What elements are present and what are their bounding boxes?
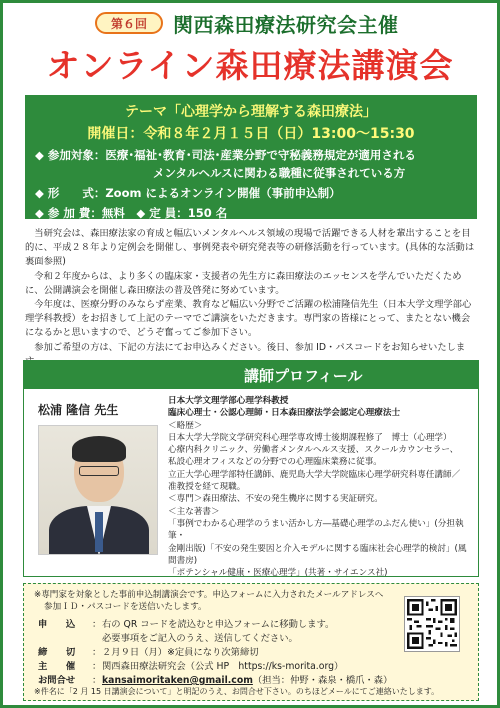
speaker-bio: [168, 395, 472, 579]
application-intro: [34, 589, 383, 613]
apply-value: 必要事項をご記入のうえ、送信してください。: [102, 633, 298, 644]
intro-paragraph-1: 当研究会は、森田療法家の育成と幅広いメンタルヘルス領域の現場で活躍できる人材を輩出することを目的に、平成２８年より定例会を開催し、事例発表や研究発表等の研修活動を行っています。(具体的な活動は裏面参照): [25, 228, 475, 268]
organizer-row: 主 催 ：関西森田療法研究会（公式 HP https://ks-morita.org）: [38, 658, 343, 672]
bio-line: ＜専門＞森田療法、不安の発生機序に関する実証研究。: [168, 494, 383, 505]
intro-paragraph-2: 令和２年度からは、より多くの臨床家・支援者の先生方に森田療法のエッセンスを学んでいただくために、公開講演会を開催し森田療法の普及啓発に努めています。: [25, 270, 462, 296]
apply-row: [38, 630, 298, 644]
bio-line: 私設心理オフィスなどの分野での心理臨床業務に従事。: [168, 457, 382, 468]
main-title: オンライン森田療法講演会: [46, 46, 454, 85]
application-intro-line-1: ※専門家を対象とした事前申込制講演会です。申込フォームに入力されたメールアドレスへ: [34, 590, 384, 600]
intro-paragraph-3: 今年度は、医療分野のみならず産業、教育など幅広い分野でご活躍の松浦隆信先生（日本大学文理学部心理学科教授）をお招きして上記のテーマでご講演をいただきます。専門家の皆様にとって、またとない機会になるかと思いますので、どうぞ奮ってご参加下さい。: [25, 299, 472, 339]
contact-email-link[interactable]: kansaimoritaken@gmail.com: [102, 675, 253, 686]
speaker-name: 松浦 隆信 先生: [38, 403, 119, 417]
apply-label: 申 込: [38, 619, 76, 630]
bio-line: 准教授を経て現職。: [168, 482, 246, 493]
inquiry-note: ※件名に「2 月 15 日講演会について」と明記のうえ、お問合せ下さい。のちほどメールにてご連絡いたします。: [34, 687, 440, 696]
target-line-2: メンタルヘルスに関わる職種に従事されている方: [153, 166, 406, 180]
speaker-photo: [38, 425, 158, 555]
organizer-value[interactable]: 関西森田療法研究会（公式 HP https://ks-morita.org）: [102, 661, 344, 672]
theme-title: テーマ「心理学から理解する森田療法」: [125, 104, 377, 120]
bio-line: 心療内科クリニック、労働者メンタルヘルス支援、スクールカウンセラー、: [168, 445, 459, 456]
organizer-label: 主 催: [38, 661, 76, 672]
speaker-affiliation-2: 臨床心理士・公認心理師・日本森田療法学会認定心理療法士: [168, 408, 401, 419]
session-badge: 第６回: [95, 12, 163, 34]
target-line-1: ◆ 参加対象：医療･福祉･教育･司法･産業分野で守秘義務規定が適用される: [35, 148, 416, 162]
bio-line: ＜主な著書＞: [168, 506, 220, 517]
header: [3, 3, 497, 91]
host-title: 関西森田療法研究会主催: [173, 13, 399, 37]
bio-line: ＜略歴＞: [168, 420, 203, 431]
speaker-heading: 講師プロフィール: [24, 361, 478, 389]
application-box: [23, 583, 479, 701]
apply-row: 申 込 ：右の QR コードを読込むと申込フォームに移動します。: [38, 616, 334, 630]
fee-line: ◆ 参 加 費：無料 ◆ 定 員：150 名: [35, 206, 228, 220]
bio-line: 立正大学心理学部特任講師、鹿児島大学大学院臨床心理学研究科専任講師／: [168, 469, 461, 480]
deadline-row: 締 切 ：２月９日（月）※定員になり次第締切: [38, 644, 259, 658]
deadline-label: 締 切: [38, 647, 76, 658]
speaker-affiliation-1: 日本大学文理学部心理学科教授: [168, 396, 289, 406]
bio-line: 「ポテンシャル健康・医療心理学」(共著・サイエンス社): [168, 568, 388, 579]
bio-line: 「事例でわかる心理学のうまい活かし方―基礎心理学のふだん使い」(分担執筆・: [168, 518, 464, 542]
format-line: ◆ 形 式：Zoom によるオンライン開催（事前申込制）: [35, 186, 341, 200]
application-intro-line-2: 参加ＩＤ・パスコードを送信いたします。: [44, 602, 207, 612]
speaker-profile: [23, 360, 479, 577]
deadline-value: ２月９日（月）※定員になり次第締切: [102, 647, 259, 658]
contact-label: お問合せ: [38, 675, 76, 686]
bio-line: 金剛出版)「不安の発生要因と介入モデルに関する臨床社会心理学的検討」(風間書房): [168, 543, 467, 566]
intro-text: [25, 227, 477, 369]
intro-paragraph-4: 参加ご希望の方は、下記の方法にてお申込みください。後日、参加 ID・パスコードをお知らせいたしま: [34, 341, 466, 353]
apply-value: 右の QR コードを読込むと申込フォームに移動します。: [102, 619, 335, 630]
bio-line: 日本大学大学院文学研究科心理学専攻博士後期課程修了 博士（心理学）: [168, 432, 452, 443]
contact-staff: （担当：仲野・森泉・橋爪・森）: [252, 675, 393, 686]
qr-code-icon[interactable]: [404, 596, 460, 652]
theme-box: [25, 95, 477, 219]
event-date: 開催日：令和８年２月１５日（日）13:00～15:30: [87, 126, 415, 142]
contact-row: お問合せ ：kansaimoritaken@gmail.com（担当：仲野・森泉・橋爪・森）: [38, 672, 392, 686]
